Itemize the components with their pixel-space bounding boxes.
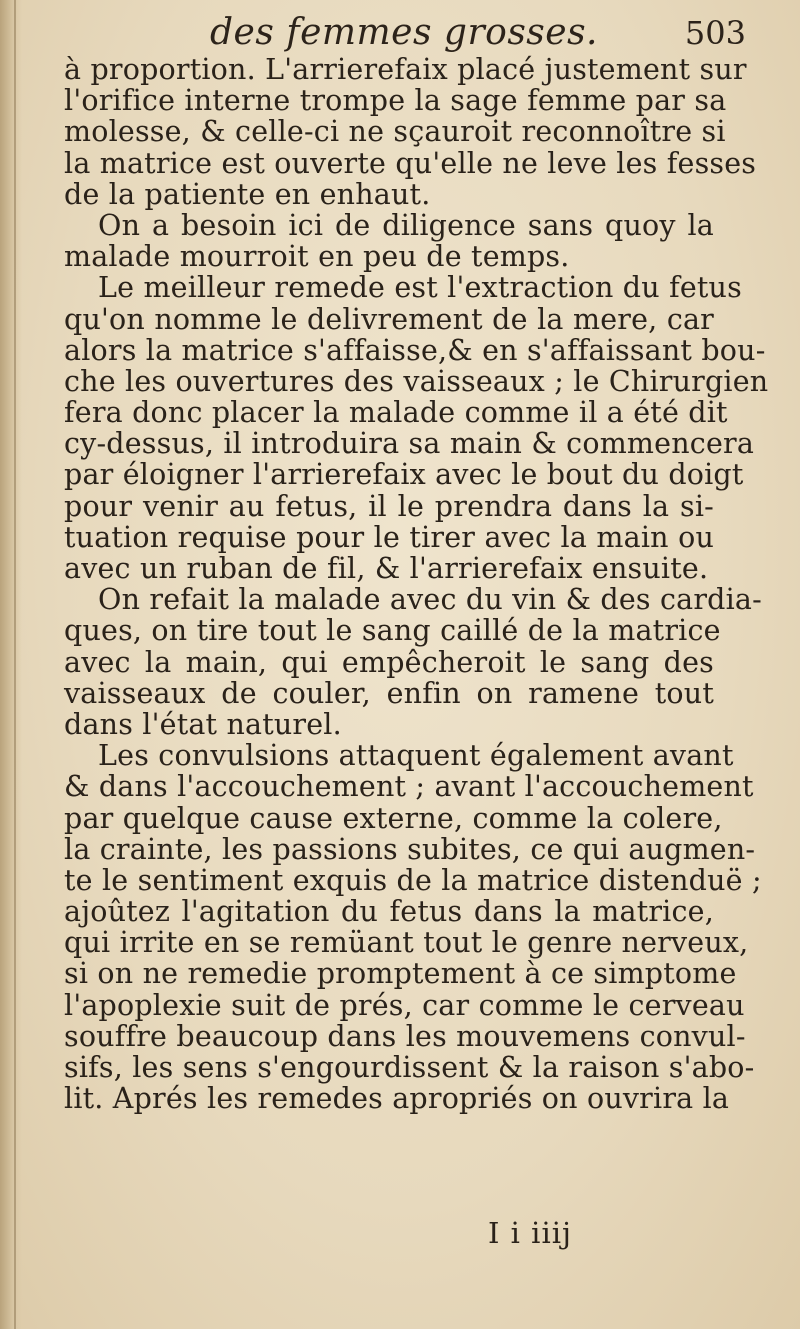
text-line: On refait la malade avec du vin & des cardia-	[98, 583, 762, 617]
text-line: Les convulsions attaquent également avant	[98, 739, 734, 773]
text-line: Le meilleur remede est l'extraction du fetus	[98, 271, 742, 305]
text-line: pour venir au fetus, il le prendra dans la si-	[64, 489, 714, 523]
text-line: ques, on tire tout le sang caillé de la matrice	[64, 614, 721, 648]
text-line: dans l'état naturel.	[64, 707, 342, 741]
text-line: cy-dessus, il introduira sa main & commencera	[64, 427, 755, 461]
text-line: si on ne remedie promptement à ce simptome	[64, 957, 737, 991]
text-line: che les ouvertures des vaisseaux ; le Chirurgien	[64, 364, 769, 398]
text-line: l'apoplexie suit de prés, car comme le cerveau	[64, 988, 745, 1022]
body-text	[64, 53, 769, 1116]
text-line: l'orifice interne trompe la sage femme par sa	[64, 84, 727, 118]
text-line: qui irrite en se remüant tout le genre nerveux,	[64, 926, 749, 960]
signature-mark: I i iiij	[488, 1216, 572, 1250]
text-line: On a besoin ici de diligence sans quoy la	[98, 208, 714, 242]
text-line: vaisseaux de couler, enfin on ramene tout	[64, 676, 714, 710]
text-line: de la patiente en enhaut.	[64, 177, 431, 211]
text-line: te le sentiment exquis de la matrice distenduë ;	[64, 863, 762, 897]
text-line: malade mourroit en peu de temps.	[64, 240, 570, 274]
binding-gutter-line	[14, 0, 16, 1329]
text-line: & dans l'accouchement ; avant l'accouchement	[64, 770, 754, 804]
text-line: lit. Aprés les remedes apropriés on ouvrira la	[64, 1082, 730, 1116]
binding-edge	[0, 0, 22, 1329]
text-line: la matrice est ouverte qu'elle ne leve les fesses	[64, 146, 757, 180]
text-line: à proportion. L'arrierefaix placé justement sur	[64, 53, 747, 86]
text-line: molesse, & celle-ci ne sçauroit reconnoître si	[64, 115, 726, 149]
running-title: des femmes grosses.	[210, 12, 598, 53]
text-line: qu'on nomme le delivrement de la mere, car	[64, 302, 714, 336]
text-line: avec un ruban de fil, & l'arrierefaix ensuite.	[64, 552, 709, 585]
text-line: alors la matrice s'affaisse,& en s'affaissant bou-	[64, 333, 766, 367]
text-line: la crainte, les passions subites, ce qui augmen-	[64, 832, 756, 866]
text-line: sifs, les sens s'engourdissent & la raison s'abo-	[64, 1051, 755, 1084]
text-line: souffre beaucoup dans les mouvemens convul-	[64, 1019, 746, 1053]
text-line: fera donc placer la malade comme il a été dit	[64, 396, 728, 430]
text-line: tuation requise pour le tirer avec la main ou	[64, 520, 714, 554]
page-number: 503	[684, 14, 746, 52]
text-line: par éloigner l'arrierefaix avec le bout du doigt	[64, 458, 744, 492]
text-line: avec la main, qui empêcheroit le sang des	[64, 645, 714, 679]
text-line: ajoûtez l'agitation du fetus dans la matrice,	[64, 895, 714, 929]
text-line: par quelque cause externe, comme la colere,	[64, 801, 723, 835]
